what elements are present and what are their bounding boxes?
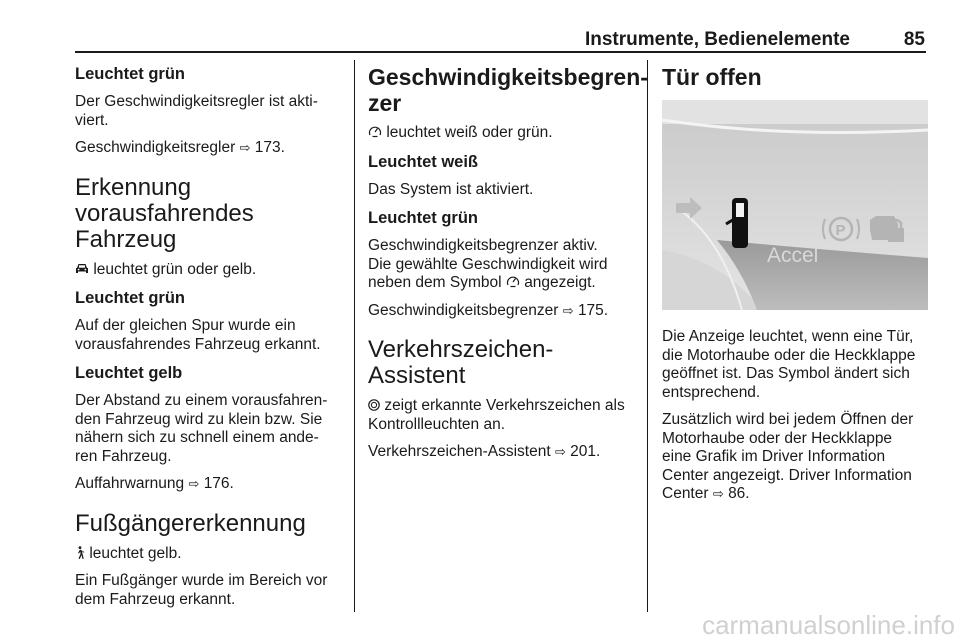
icon-description: leuchtet weiß oder grün. (386, 124, 553, 141)
text-fragment: angezeigt. (524, 274, 596, 291)
ref-page-link[interactable]: 175. (577, 301, 609, 319)
text-line: den Fahrzeug wird zu klein bzw. Sie (75, 410, 323, 428)
ref-text: Verkehrszeichen-Assistent (368, 443, 551, 460)
header-rule (75, 51, 926, 53)
page-number: 85 (903, 29, 925, 50)
column-2 (368, 64, 648, 472)
paragraph (368, 397, 638, 434)
text-line: vorausfahrendes Fahrzeug erkannt. (75, 335, 321, 353)
subheading: Leuchtet gelb (75, 364, 183, 382)
traffic-sign-icon (368, 399, 380, 411)
text-line: nähern sich zu schnell einem ande- (75, 429, 319, 446)
text-line: Zusätzlich wird bei jedem Öffnen der (662, 411, 914, 428)
page-ref-arrow-icon: ⇨ (188, 477, 200, 492)
vehicle-lock-icon (870, 216, 904, 242)
section-heading: Verkehrszeichen-Assistent (368, 336, 554, 389)
heading-line: vorausfahrendes Fahrzeug (75, 199, 254, 253)
cross-reference (75, 475, 345, 495)
ref-page-link[interactable]: 86. (728, 485, 750, 502)
text-line: Die Anzeige leuchtet, wenn eine Tür, (662, 328, 914, 345)
text-line: entsprechend. (662, 383, 761, 401)
paragraph (368, 237, 638, 293)
subheading: Leuchtet grün (368, 209, 478, 227)
paragraph (75, 93, 345, 130)
instrument-cluster-photo (662, 100, 928, 310)
column-3 (662, 64, 928, 514)
text-line: ren Fahrzeug. (75, 447, 172, 465)
cross-reference (368, 443, 638, 463)
section-heading: Tür offen (662, 64, 762, 90)
text-line: Ein Fußgänger wurde im Bereich vor (75, 572, 328, 589)
section-heading (368, 64, 648, 116)
heading-line: Erkennung (75, 173, 192, 201)
ref-text: Auffahrwarnung (75, 475, 185, 492)
ref-page-link[interactable]: 173. (254, 139, 285, 156)
paragraph (75, 572, 345, 609)
paragraph: Das System ist aktiviert. (368, 180, 534, 198)
svg-text:P: P (835, 222, 846, 239)
cross-reference (75, 139, 345, 159)
paragraph (662, 328, 928, 402)
speed-limiter-icon (368, 125, 382, 138)
section-heading (75, 175, 345, 253)
paragraph (662, 411, 928, 505)
icon-description: leuchtet grün oder gelb. (93, 260, 257, 278)
speed-limiter-icon (506, 275, 520, 288)
text-line: geöffnet ist. Das Symbol ändert sich (662, 365, 910, 382)
pedestrian-icon (75, 546, 85, 559)
text-line: Kontrollleuchten an. (368, 415, 506, 433)
page-ref-arrow-icon: ⇨ (562, 303, 574, 319)
paragraph (75, 545, 345, 564)
ref-page-link[interactable]: 201. (570, 443, 601, 460)
page-ref-arrow-icon: ⇨ (239, 141, 251, 156)
page-ref-arrow-icon: ⇨ (712, 487, 724, 502)
heading-line: zer (368, 90, 402, 116)
paragraph (75, 392, 345, 466)
text-line: die Motorhaube oder die Heckklappe (662, 346, 916, 364)
text-line: eine Grafik im Driver Information (662, 448, 886, 465)
subheading: Leuchtet weiß (368, 152, 479, 171)
text-line: Center angezeigt. Driver Information (662, 466, 912, 484)
column-divider-1 (354, 60, 355, 612)
car-front-icon (75, 263, 89, 275)
text-line: zeigt erkannte Verkehrszeichen als (384, 397, 625, 414)
subheading: Leuchtet grün (75, 65, 185, 83)
watermark: carmanualsonline.info (702, 610, 955, 640)
ref-text: Geschwindigkeitsregler (75, 139, 236, 156)
text-line: Motorhaube oder der Heckklappe (662, 429, 893, 447)
cross-reference (368, 302, 638, 322)
section-heading: Fußgängererkennung (75, 509, 306, 537)
ref-text: Geschwindigkeitsbegrenzer (368, 301, 559, 319)
text-line: Geschwindigkeitsbegrenzer aktiv. (368, 237, 598, 254)
paragraph (368, 124, 638, 143)
paragraph (75, 261, 345, 280)
text-fragment: neben dem Symbol (368, 274, 502, 291)
column-divider-2 (647, 60, 648, 612)
icon-description: leuchtet gelb. (89, 544, 182, 562)
subheading: Leuchtet grün (75, 289, 185, 307)
page-header-title: Instrumente, Bedienelemente (584, 29, 850, 50)
text-line: Der Abstand zu einem vorausfahren- (75, 392, 328, 409)
text-line: viert. (75, 111, 109, 129)
heading-line: Geschwindigkeitsbegren- (368, 64, 648, 90)
text-line: Die gewählte Geschwindigkeit wird (368, 255, 608, 273)
paragraph (75, 317, 345, 354)
ref-page-link[interactable]: 176. (203, 475, 234, 492)
accel-label: Accel (767, 244, 819, 267)
text-line: Auf der gleichen Spur wurde ein (75, 317, 296, 334)
text-line: dem Fahrzeug erkannt. (75, 590, 236, 608)
column-1 (75, 64, 345, 618)
text-fragment: Center (662, 485, 709, 502)
text-line: Der Geschwindigkeitsregler ist akti- (75, 93, 318, 110)
page-ref-arrow-icon: ⇨ (554, 445, 566, 460)
